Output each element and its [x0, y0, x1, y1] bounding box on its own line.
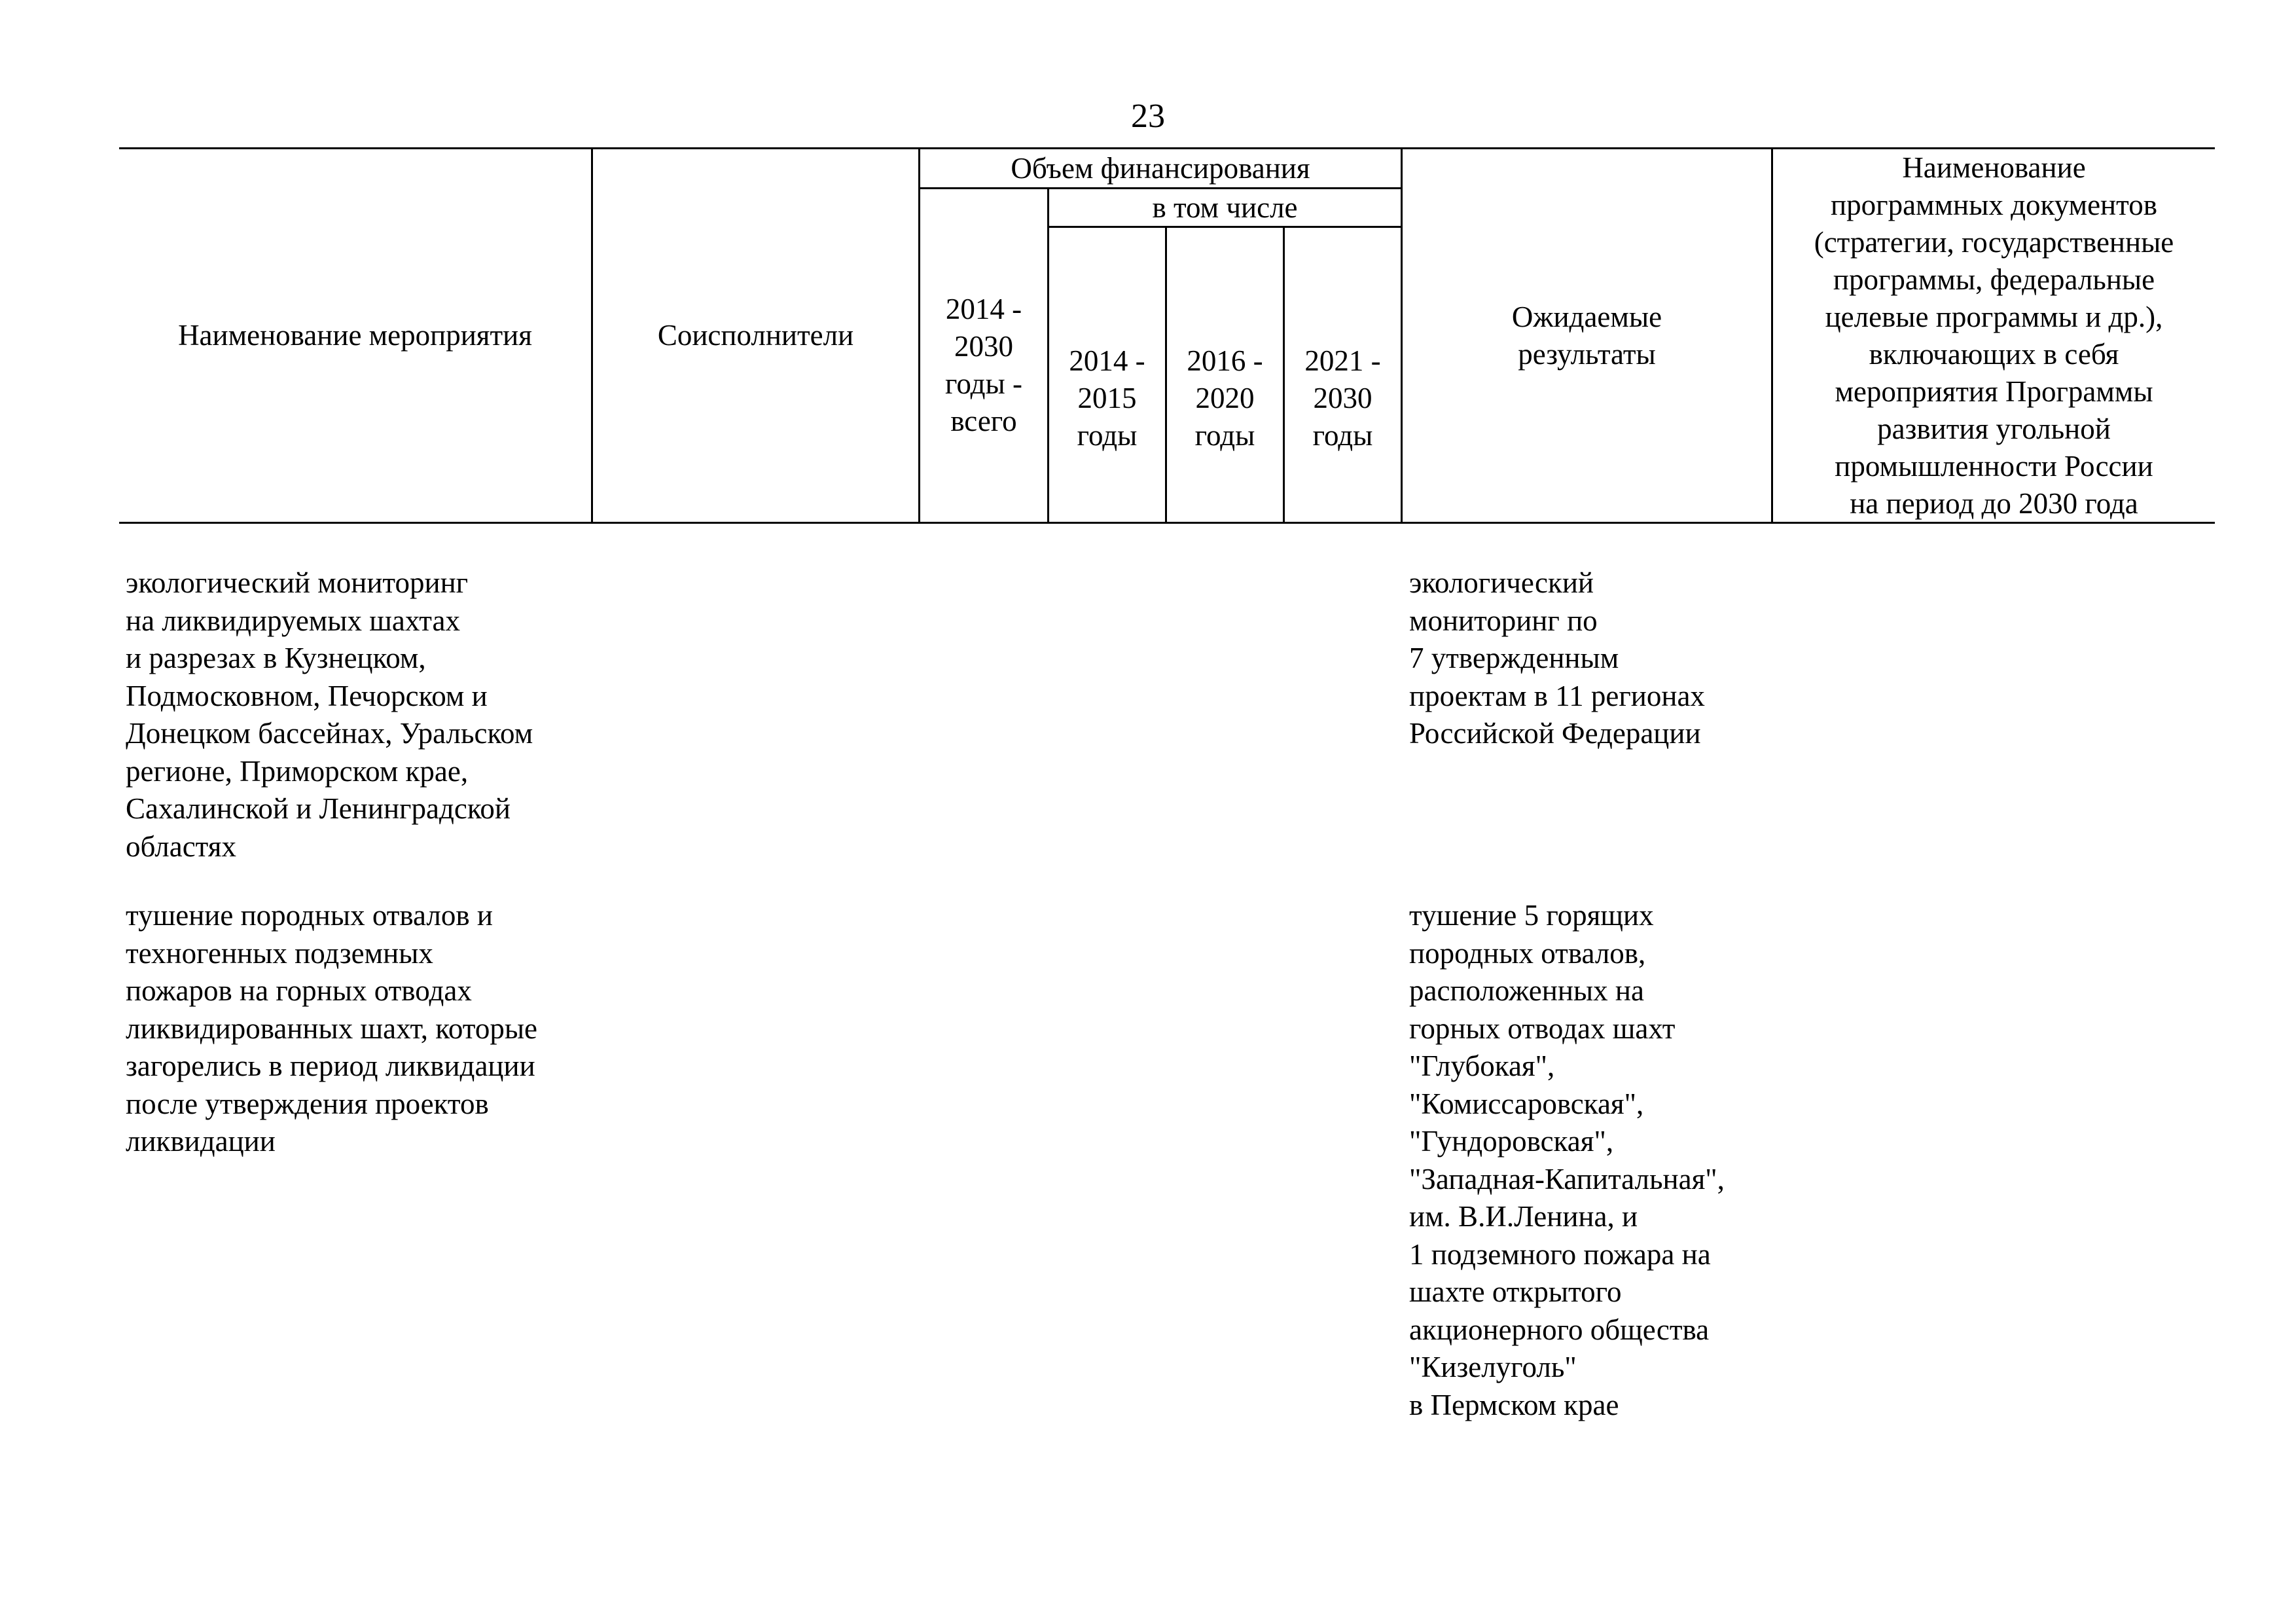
header-period-2014-2015 [1049, 275, 1165, 522]
header-period-2016-2020 [1167, 275, 1283, 522]
header-event-name [119, 149, 591, 522]
header-expected-results [1403, 149, 1771, 522]
header-program-documents [1773, 149, 2215, 522]
header-program-documents-text: Наименование программных документов (стратегии, государственные программы, федеральные целевые программы и др.), включающих в себя мероприятия Программы развития угольной промышленности России на период до 2030 года [1814, 151, 2174, 520]
header-financing-volume-text: Объем финансирования [1011, 151, 1310, 185]
header-expected-results-text: Ожидаемые результаты [1511, 300, 1662, 371]
header-co-executors [593, 149, 918, 522]
header-financing-volume [920, 149, 1401, 187]
header-period-2021-2030 [1285, 275, 1401, 522]
row-1-event: экологический мониторинг на ликвидируемых шахтах и разрезах в Кузнецком, Подмосковном, Печорском и Донецком бассейнах, Уральском регионе, Приморском крае, Сахалинской и Ленинградской областях [126, 566, 533, 863]
row-1-result: экологический мониторинг по 7 утвержденным проектам в 11 регионах Российской Федерации [1409, 566, 1705, 750]
header-total-period [920, 209, 1047, 522]
header-co-executors-text: Соисполнители [657, 319, 854, 352]
row-2-event: тушение породных отвалов и техногенных подземных пожаров на горных отводах ликвидированных шахт, которые загорелись в период ликвидации после утверждения проектов ликвидации [126, 899, 538, 1158]
header-total-period-text: 2014 - 2030 годы - всего [945, 293, 1022, 437]
row-2-result: тушение 5 горящих породных отвалов, расположенных на горных отводах шахт "Глубокая", "Комиссаровская", "Гундоровская", "Западная-Капитальная", им. В.И.Ленина, и 1 подземного пожара на шахте открытого акционерного общества "Кизелуголь" в Пермском крае [1409, 899, 1725, 1421]
header-including-text: в том числе [1152, 191, 1298, 224]
header-event-name-text: Наименование мероприятия [178, 319, 532, 352]
header-period-2014-2015-text: 2014 - 2015 годы [1069, 344, 1145, 452]
header-including [1049, 189, 1401, 226]
page-number: 23 [1131, 98, 1165, 135]
header-period-2016-2020-text: 2016 - 2020 годы [1187, 344, 1263, 452]
header-period-2021-2030-text: 2021 - 2030 годы [1304, 344, 1381, 452]
